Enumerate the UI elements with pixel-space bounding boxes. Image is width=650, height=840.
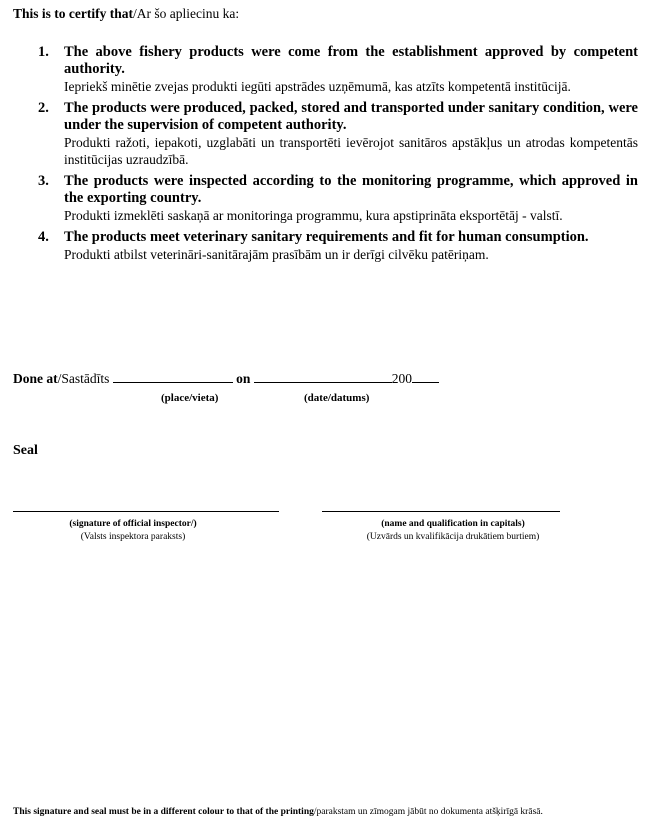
list-item xyxy=(34,100,638,168)
signature-caption xyxy=(13,518,253,544)
signature-caption-lv: (Valsts inspektora paraksts) xyxy=(80,532,186,542)
on-label: on xyxy=(236,371,251,386)
list-item xyxy=(34,229,638,263)
signature-line[interactable] xyxy=(13,511,279,512)
item-number: 4. xyxy=(38,229,49,245)
item-text-lv: Produkti izmeklēti saskaņā ar monitoringa programmu, kura apstiprināta eksportētāj - valstī. xyxy=(64,208,563,223)
year-prefix: 200 xyxy=(391,371,413,386)
year-field[interactable] xyxy=(412,370,439,383)
item-number: 3. xyxy=(38,173,49,189)
footer-en: This signature and seal must be in a different colour to that of the printing xyxy=(13,807,314,817)
place-caption: (place/vieta) xyxy=(161,392,219,404)
certification-list xyxy=(34,44,638,268)
done-label-en: Done at xyxy=(13,371,58,386)
intro-en: This is to certify that xyxy=(13,6,133,21)
item-text-en: The products meet veterinary sanitary requirements and fit for human consumption. xyxy=(64,229,589,245)
done-at-line xyxy=(13,370,439,387)
item-text-en: The products were produced, packed, stored and transported under sanitary condition, were under the supervision of competent authority. xyxy=(64,100,638,133)
intro-lv: /Ar šo apliecinu ka: xyxy=(132,6,240,21)
item-text-en: The above fishery products were come from the establishment approved by competent authority. xyxy=(64,44,638,77)
item-text-en: The products were inspected according to the monitoring programme, which approved in the exporting country. xyxy=(64,173,638,206)
done-label-lv: /Sastādīts xyxy=(57,371,110,386)
certify-intro xyxy=(13,6,239,22)
item-text-lv: Produkti atbilst veterināri-sanitārajām prasībām un ir derīgi cilvēku patēriņam. xyxy=(64,247,489,262)
name-caption xyxy=(330,518,576,544)
footer-lv: /parakstam un zīmogam jābūt no dokumenta atšķirīgā krāsā. xyxy=(313,807,543,817)
footer-note xyxy=(13,806,643,819)
name-caption-en: (name and qualification in capitals) xyxy=(381,519,525,529)
item-number: 2. xyxy=(38,100,49,116)
signature-caption-en: (signature of official inspector/) xyxy=(69,519,197,529)
item-text-lv: Iepriekš minētie zvejas produkti iegūti apstrādes uzņēmumā, kas atzīts kompetentā institūcijā. xyxy=(64,79,571,94)
name-qualification-line[interactable] xyxy=(322,511,560,512)
name-caption-lv: (Uzvārds un kvalifikācija drukātiem burtiem) xyxy=(366,532,540,542)
date-caption: (date/datums) xyxy=(304,392,370,404)
item-number: 1. xyxy=(38,44,49,60)
date-field[interactable] xyxy=(254,370,392,383)
seal-label: Seal xyxy=(13,443,38,458)
list-item xyxy=(34,44,638,95)
list-item xyxy=(34,173,638,224)
place-field[interactable] xyxy=(113,370,233,383)
item-text-lv: Produkti ražoti, iepakoti, uzglabāti un transportēti ievērojot sanitāros apstākļus un atrodas kompetentās institūcijas uzraudzībā. xyxy=(64,135,638,167)
